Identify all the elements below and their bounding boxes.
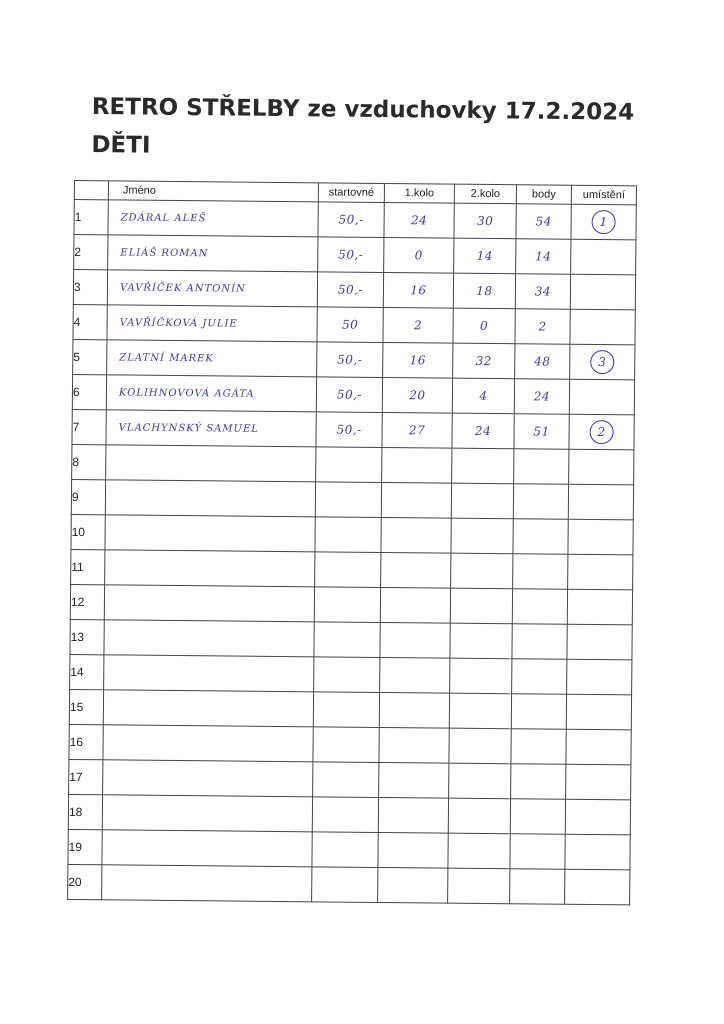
row-number-cell: 13 [70,619,104,654]
header-round-2: 2.kolo [454,184,516,204]
participant-name-cell: VAVŘÍČKOVÁ JULIE [107,305,317,342]
total-points-cell [513,519,568,555]
total-points-cell: 48 [515,344,570,380]
total-points-cell [512,589,567,625]
entry-fee-cell [314,657,380,693]
row-number-cell: 9 [71,479,105,514]
table-row [71,549,633,589]
results-sheet [67,180,636,905]
row-number-cell: 1 [74,200,108,235]
entry-fee-cell [314,587,380,623]
round-1-score-cell [381,517,451,553]
table-row [71,514,633,554]
participant-name-cell [104,620,314,657]
header-placement: umístění [571,185,636,205]
participant-name-cell [103,725,313,762]
round-1-score-cell [380,587,450,623]
round-2-score-cell [450,588,512,624]
table-row [73,339,635,379]
placement-cell [570,344,635,380]
table-row [71,479,633,519]
table-row [72,409,634,449]
participant-name-cell [104,655,314,692]
row-number-cell: 12 [70,584,104,619]
row-number-cell: 11 [71,549,105,584]
placement-cell [567,624,632,660]
table-row [74,235,636,275]
entry-fee-cell: 50,- [316,377,382,413]
round-1-score-cell [379,727,449,763]
table-row [70,584,632,624]
total-points-cell [511,729,566,765]
placement-cell [565,834,630,870]
round-1-score-cell: 24 [384,202,454,238]
round-2-score-cell [451,518,513,554]
table-row [68,864,630,904]
entry-fee-cell: 50,- [316,412,382,448]
title-line-1: RETRO STŘELBY ze vzduchovky 17.2.2024 [91,93,635,126]
placement-cell [569,379,634,415]
total-points-cell [511,764,566,800]
placement-cell [571,204,636,240]
entry-fee-cell [312,867,378,903]
placement-cell [566,729,631,765]
entry-fee-cell: 50 [317,307,383,343]
entry-fee-cell: 50,- [318,237,384,273]
total-points-cell [514,449,569,485]
round-2-score-cell: 32 [453,343,515,379]
participant-name-cell [105,480,315,517]
round-1-score-cell [380,622,450,658]
entry-fee-cell [312,832,378,868]
round-1-score-cell: 16 [383,272,453,308]
round-2-score-cell [451,483,513,519]
row-number-cell: 4 [73,304,107,339]
title-line-2: DĚTI [91,131,151,159]
round-2-score-cell [451,553,513,589]
round-1-score-cell [379,762,449,798]
participant-name-cell: ZLATNÍ MAREK [107,340,317,377]
participant-name-cell: VLACHYNSKÝ SAMUEL [106,410,316,447]
participant-name-cell [102,865,312,902]
participant-name-cell: VAVŘÍČEK ANTONÍN [107,270,317,307]
participant-name-cell [102,795,312,832]
round-2-score-cell: 0 [453,308,515,344]
total-points-cell: 2 [515,309,570,345]
header-name: Jméno [108,181,318,202]
round-1-score-cell: 27 [382,412,452,448]
participant-name-cell [102,830,312,867]
placement-cell [569,449,634,485]
round-1-score-cell [379,692,449,728]
row-number-cell: 17 [69,759,103,794]
placement-cell [566,694,631,730]
table-row [69,724,631,764]
total-points-cell [511,694,566,730]
row-number-cell: 10 [71,514,105,549]
total-points-cell: 34 [515,274,570,310]
participant-name-cell [105,515,315,552]
total-points-cell [510,799,565,835]
participant-name-cell [104,585,314,622]
placement-cell [565,799,630,835]
placement-cell [570,309,635,345]
entry-fee-cell [315,552,381,588]
placement-cell [568,484,633,520]
table-body [68,200,637,905]
row-number-cell: 15 [69,689,103,724]
placement-circle: 1 [592,210,616,234]
round-2-score-cell: 24 [452,413,514,449]
participant-name-cell: KOLIHNOVOVÁ AGÁTA [106,375,316,412]
round-1-score-cell [378,867,448,903]
table-row [68,829,630,869]
total-points-cell: 14 [516,239,571,275]
table-row [70,619,632,659]
table-row [74,200,636,240]
placement-cell [570,274,635,310]
round-2-score-cell [452,448,514,484]
round-1-score-cell [381,482,451,518]
placement-cell [565,869,630,905]
placement-cell [567,659,632,695]
row-number-cell: 16 [69,724,103,759]
table-row [73,270,635,310]
entry-fee-cell: 50,- [317,342,383,378]
participant-name-cell: ZDÁRAL ALEŠ [108,200,318,237]
row-number-cell: 2 [74,235,108,270]
header-round-1: 1.kolo [384,183,454,203]
round-1-score-cell: 0 [384,237,454,273]
participant-name-cell [106,445,316,482]
round-1-score-cell: 20 [382,377,452,413]
total-points-cell [513,484,568,520]
table-row [70,654,632,694]
total-points-cell: 24 [514,379,569,415]
round-2-score-cell [448,833,510,869]
entry-fee-cell [316,447,382,483]
entry-fee-cell: 50,- [318,202,384,238]
round-1-score-cell: 16 [383,342,453,378]
total-points-cell: 54 [516,204,571,240]
header-entry-fee: startovné [318,183,384,203]
table-row [72,374,634,414]
total-points-cell [513,554,568,590]
participant-name-cell [105,550,315,587]
total-points-cell [510,834,565,870]
table-row [68,794,630,834]
total-points-cell [512,624,567,660]
entry-fee-cell [313,692,379,728]
row-number-cell: 20 [68,864,102,899]
round-2-score-cell [448,798,510,834]
results-table [67,180,637,905]
round-2-score-cell [450,658,512,694]
placement-cell [568,519,633,555]
round-2-score-cell [450,623,512,659]
round-2-score-cell [448,868,510,904]
round-2-score-cell [449,728,511,764]
placement-cell [571,239,636,275]
round-2-score-cell [449,763,511,799]
participant-name-cell: ELIÁŠ ROMAN [108,235,318,272]
placement-circle: 2 [589,420,613,444]
header-number [74,181,108,200]
table-row [73,304,635,344]
round-1-score-cell [380,657,450,693]
round-2-score-cell: 14 [454,238,516,274]
placement-cell [569,414,634,450]
total-points-cell: 51 [514,414,569,450]
round-2-score-cell: 30 [454,203,516,239]
entry-fee-cell [315,482,381,518]
placement-cell [568,554,633,590]
participant-name-cell [103,690,313,727]
row-number-cell: 8 [72,444,106,479]
header-points: body [516,185,571,205]
row-number-cell: 7 [72,409,106,444]
entry-fee-cell [314,622,380,658]
round-2-score-cell: 18 [453,273,515,309]
row-number-cell: 19 [68,829,102,864]
round-1-score-cell: 2 [383,307,453,343]
placement-circle: 3 [590,350,614,374]
round-1-score-cell [381,552,451,588]
document-title [91,88,652,170]
round-2-score-cell: 4 [452,378,514,414]
row-number-cell: 6 [72,374,106,409]
entry-fee-cell [313,727,379,763]
round-2-score-cell [449,693,511,729]
table-row [69,689,631,729]
row-number-cell: 14 [70,654,104,689]
entry-fee-cell [312,797,378,833]
table-row [69,759,631,799]
entry-fee-cell [313,762,379,798]
participant-name-cell [103,760,313,797]
row-number-cell: 5 [73,339,107,374]
placement-cell [567,589,632,625]
round-1-score-cell [378,797,448,833]
entry-fee-cell [315,517,381,553]
round-1-score-cell [382,447,452,483]
placement-cell [566,764,631,800]
round-1-score-cell [378,832,448,868]
total-points-cell [512,659,567,695]
row-number-cell: 18 [68,794,102,829]
entry-fee-cell: 50,- [317,272,383,308]
row-number-cell: 3 [73,270,107,305]
total-points-cell [510,869,565,905]
table-row [72,444,634,484]
